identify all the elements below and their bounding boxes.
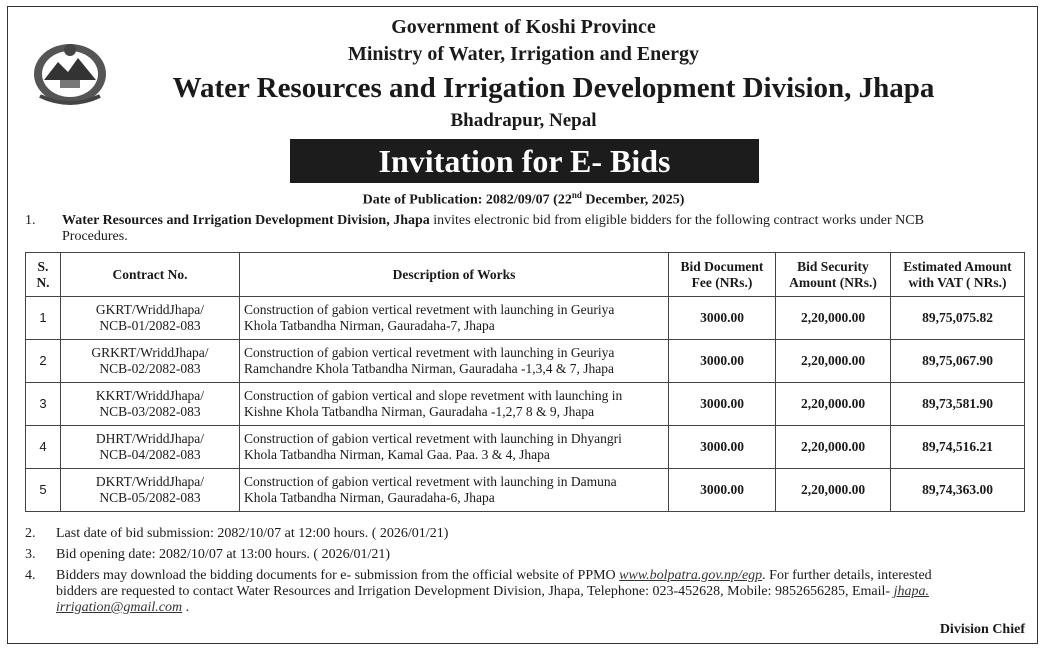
title-banner: Invitation for E- Bids: [290, 139, 759, 183]
item-1-number: 1.: [25, 213, 36, 228]
header-contract: Contract No.: [61, 253, 240, 297]
item-2-text: Last date of bid submission: 2082/10/07 at 12:00 hours. ( 2026/01/21): [56, 526, 449, 541]
row-fee: 3000.00: [669, 340, 776, 383]
header-ministry: Ministry of Water, Irrigation and Energy: [347, 43, 700, 65]
header-division: Water Resources and Irrigation Development Division, Jhapa: [172, 72, 935, 104]
contract-table: [25, 252, 1025, 512]
table-row: [26, 297, 1025, 340]
row-contract: GKRT/WriddJhapa/ NCB-01/2082-083: [61, 297, 240, 340]
signature-division-chief: Division Chief: [939, 622, 1025, 637]
row-security: 2,20,000.00: [776, 297, 891, 340]
item-1-text: Water Resources and Irrigation Development Division, Jhapa invites electronic bid from eligible bidders for the following contract works under NCB Procedures.: [62, 213, 924, 244]
row-security: 2,20,000.00: [776, 340, 891, 383]
row-sn: 3: [26, 383, 61, 426]
row-sn: 5: [26, 469, 61, 512]
row-estimate: 89,75,067.90: [891, 340, 1025, 383]
row-description: Construction of gabion vertical revetment with launching in Dhyangri Khola Tatbandha Nirman, Kamal Gaa. Paa. 3 & 4, Jhapa: [240, 426, 669, 469]
header-government: Government of Koshi Province: [391, 16, 656, 38]
item-4-number: 4.: [25, 568, 36, 583]
row-description: Construction of gabion vertical revetment with launching in Geuriya Khola Tatbandha Nirman, Gauradaha-7, Jhapa: [240, 297, 669, 340]
header-location: Bhadrapur, Nepal: [450, 110, 597, 131]
header-security: Bid Security Amount (NRs.): [776, 253, 891, 297]
table-row: [26, 426, 1025, 469]
item-3-number: 3.: [25, 547, 36, 562]
bolpatra-link[interactable]: www.bolpatra.gov.np/egp: [619, 568, 763, 583]
email-link-part2[interactable]: irrigation@gmail.com: [56, 600, 183, 615]
row-description: Construction of gabion vertical revetment with launching in Geuriya Ramchandre Khola Tatbandha Nirman, Gauradaha -1,3,4 & 7, Jhapa: [240, 340, 669, 383]
row-contract: DKRT/WriddJhapa/ NCB-05/2082-083: [61, 469, 240, 512]
row-security: 2,20,000.00: [776, 469, 891, 512]
row-contract: GRKRT/WriddJhapa/ NCB-02/2082-083: [61, 340, 240, 383]
row-fee: 3000.00: [669, 297, 776, 340]
table-row: [26, 383, 1025, 426]
table-row: [26, 469, 1025, 512]
row-fee: 3000.00: [669, 383, 776, 426]
row-description: Construction of gabion vertical revetment with launching in Damuna Khola Tatbandha Nirman, Gauradaha-6, Jhapa: [240, 469, 669, 512]
row-estimate: 89,75,075.82: [891, 297, 1025, 340]
row-estimate: 89,73,581.90: [891, 383, 1025, 426]
row-sn: 4: [26, 426, 61, 469]
row-sn: 1: [26, 297, 61, 340]
email-link-part1[interactable]: jhapa.: [893, 584, 929, 599]
row-security: 2,20,000.00: [776, 383, 891, 426]
publication-date: Date of Publication: 2082/09/07 (22nd December, 2025): [362, 190, 685, 208]
header-description: Description of Works: [240, 253, 669, 297]
row-estimate: 89,74,363.00: [891, 469, 1025, 512]
header-sn: S. N.: [26, 253, 61, 297]
header-fee: Bid Document Fee (NRs.): [669, 253, 776, 297]
row-sn: 2: [26, 340, 61, 383]
row-contract: KKRT/WriddJhapa/ NCB-03/2082-083: [61, 383, 240, 426]
item-4-text: Bidders may download the bidding documents for e- submission from the official website of PPMO www.bolpatra.gov.np/egp. For further details, interested bidders are requested to contact Water Resources and Irrigation Development Division, Jhapa, Telephone: 023-452628, Mobile: 9852656285, Email- jhapa. irrigation@gmail.com .: [56, 568, 932, 615]
item-2-number: 2.: [25, 526, 36, 541]
row-description: Construction of gabion vertical and slope revetment with launching in Kishne Khola Tatbandha Nirman, Gauradaha -1,2,7 8 & 9, Jhapa: [240, 383, 669, 426]
row-contract: DHRT/WriddJhapa/ NCB-04/2082-083: [61, 426, 240, 469]
row-fee: 3000.00: [669, 426, 776, 469]
row-estimate: 89,74,516.21: [891, 426, 1025, 469]
table-header-row: [26, 253, 1025, 297]
header-estimate: Estimated Amount with VAT ( NRs.): [891, 253, 1025, 297]
item-3-text: Bid opening date: 2082/10/07 at 13:00 hours. ( 2026/01/21): [56, 547, 391, 562]
row-security: 2,20,000.00: [776, 426, 891, 469]
row-fee: 3000.00: [669, 469, 776, 512]
table-row: [26, 340, 1025, 383]
